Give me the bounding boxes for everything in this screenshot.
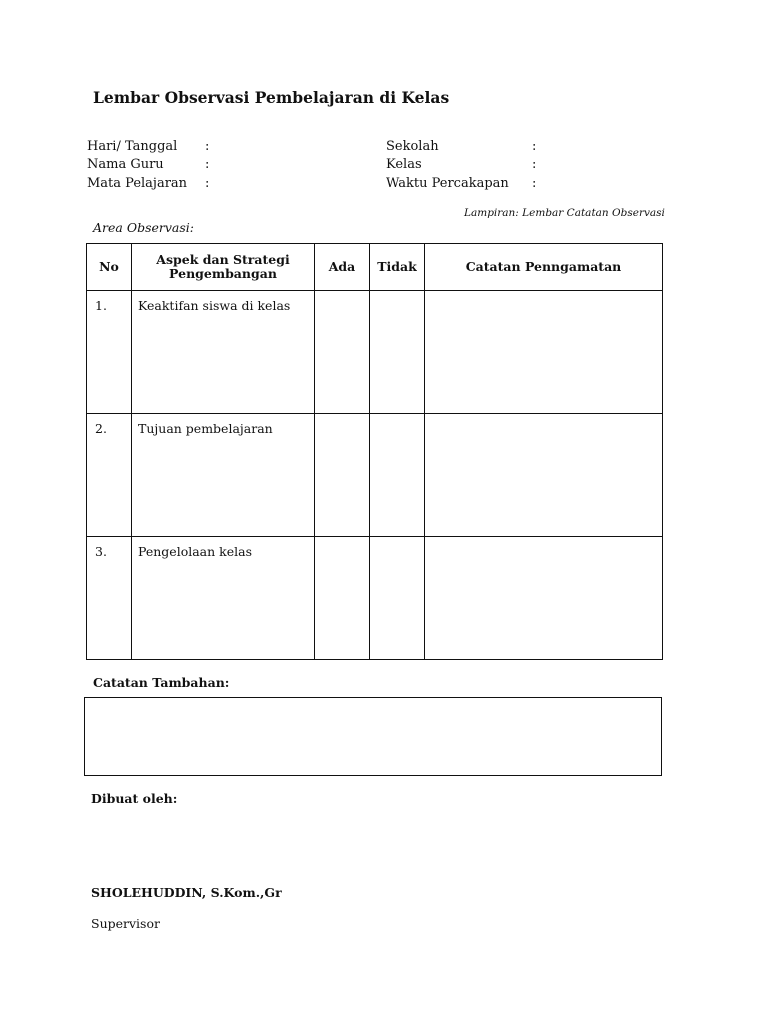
catatan-tambahan-label: Catatan Tambahan: [93, 675, 230, 690]
cell-tidak[interactable] [370, 537, 425, 660]
header-aspect-line1: Aspek dan Strategi [156, 251, 290, 267]
info-label: Nama Guru [87, 157, 164, 172]
header-catatan: Catatan Penngamatan [425, 244, 663, 291]
table-header-row [87, 244, 663, 291]
info-label: Mata Pelajaran [87, 176, 188, 191]
info-colon: : [532, 176, 537, 191]
cell-no: 2. [87, 414, 132, 537]
table-row [87, 414, 663, 537]
cell-no: 1. [87, 291, 132, 414]
page-title: Lembar Observasi Pembelajaran di Kelas [93, 88, 450, 107]
cell-catatan[interactable] [425, 537, 663, 660]
cell-ada[interactable] [315, 291, 370, 414]
header-no: No [87, 244, 132, 291]
cell-ada[interactable] [315, 414, 370, 537]
cell-aspect: Tujuan pembelajaran [132, 414, 315, 537]
area-observasi-label: Area Observasi: [93, 220, 195, 235]
info-label: Kelas [386, 157, 422, 172]
lampiran-note: Lampiran: Lembar Catatan Observasi [464, 207, 665, 219]
header-aspect-line2: Pengembangan [169, 266, 277, 281]
cell-no: 3. [87, 537, 132, 660]
cell-aspect: Keaktifan siswa di kelas [132, 291, 315, 414]
header-tidak: Tidak [370, 244, 425, 291]
info-colon: : [205, 139, 210, 154]
cell-aspect: Pengelolaan kelas [132, 537, 315, 660]
info-label: Hari/ Tanggal [87, 139, 178, 154]
catatan-tambahan-box[interactable] [84, 697, 662, 776]
observation-table [86, 243, 663, 660]
header-ada: Ada [315, 244, 370, 291]
signer-name: SHOLEHUDDIN, S.Kom.,Gr [91, 885, 282, 900]
cell-ada[interactable] [315, 537, 370, 660]
cell-catatan[interactable] [425, 414, 663, 537]
info-colon: : [532, 139, 537, 154]
table-row [87, 537, 663, 660]
dibuat-oleh-label: Dibuat oleh: [91, 791, 178, 806]
cell-catatan[interactable] [425, 291, 663, 414]
cell-tidak[interactable] [370, 414, 425, 537]
signer-role: Supervisor [91, 916, 160, 931]
info-label: Waktu Percakapan [386, 176, 509, 191]
header-aspect [132, 244, 315, 291]
info-colon: : [205, 157, 210, 172]
info-colon: : [532, 157, 537, 172]
info-colon: : [205, 176, 210, 191]
info-label: Sekolah [386, 139, 439, 154]
cell-tidak[interactable] [370, 291, 425, 414]
table-row [87, 291, 663, 414]
